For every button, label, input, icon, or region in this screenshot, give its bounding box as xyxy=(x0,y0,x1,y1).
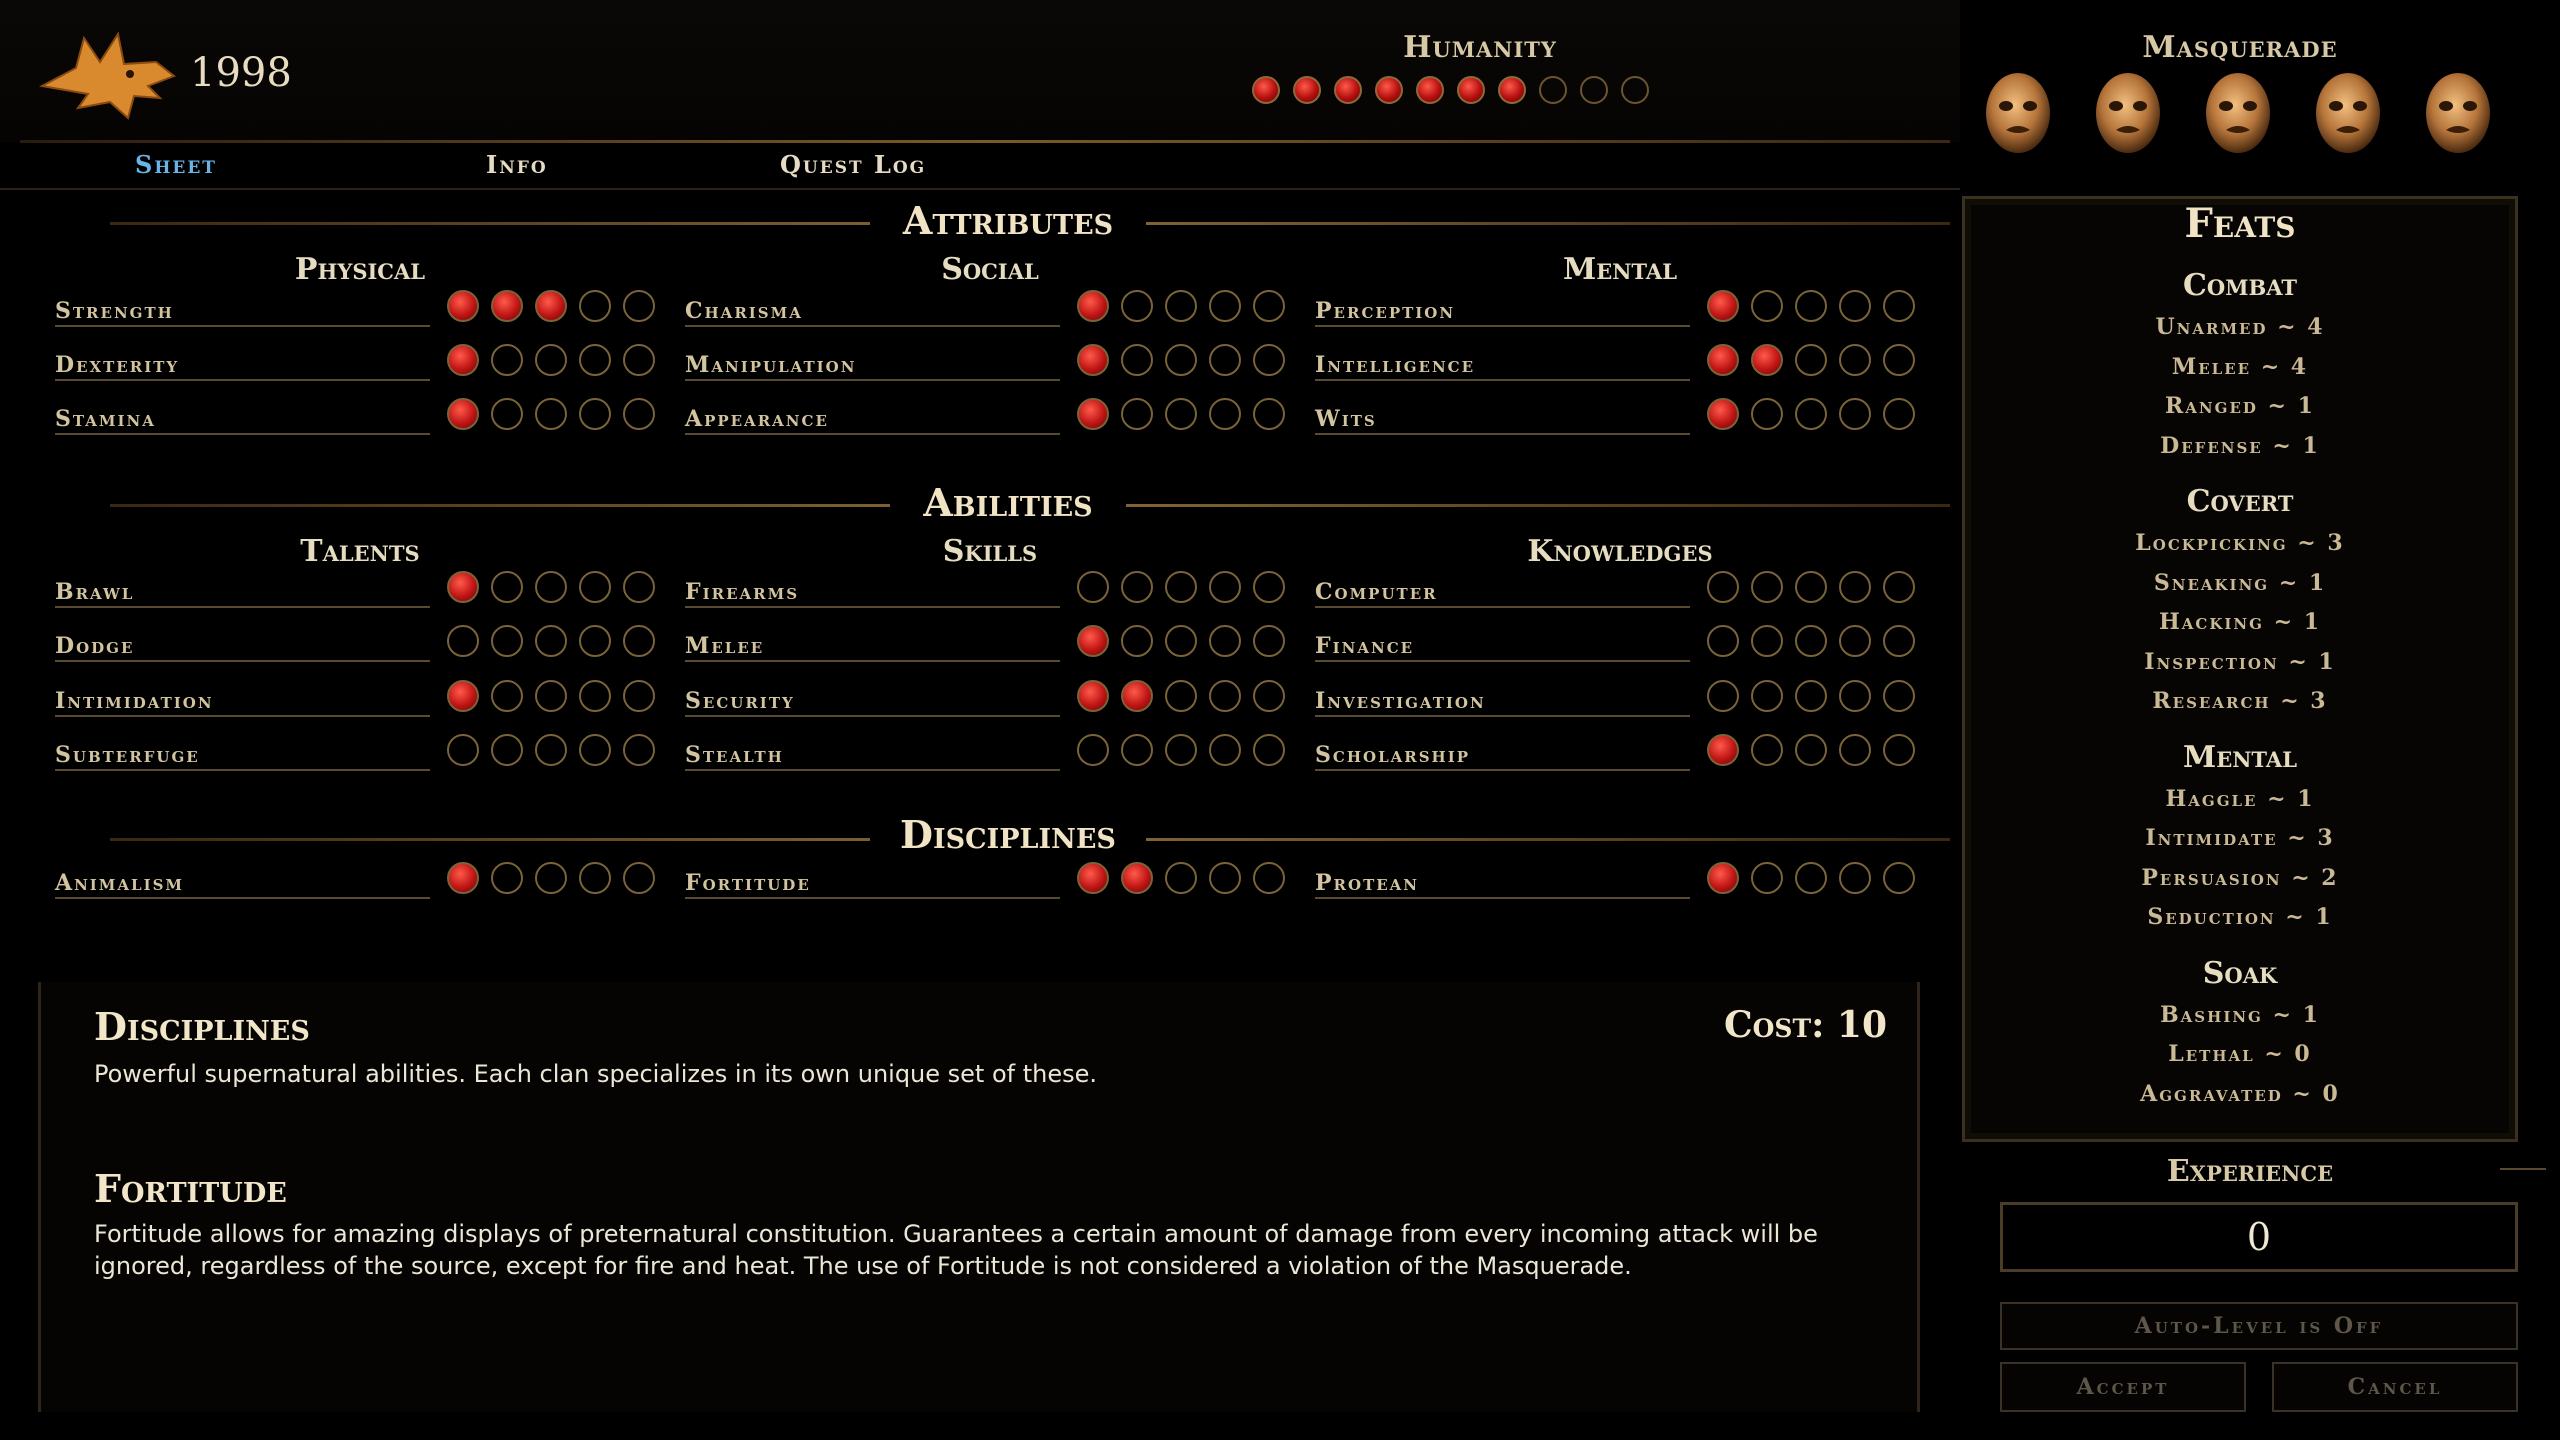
stat-dot[interactable] xyxy=(1883,862,1915,894)
stat-label-protean: Protean xyxy=(1315,870,1420,896)
stat-row-dexterity xyxy=(55,344,655,384)
abilities-title: Abilities xyxy=(890,480,1126,525)
stat-dot[interactable] xyxy=(1077,398,1109,430)
stat-label-melee: Melee xyxy=(685,633,765,659)
humanity-dot xyxy=(1252,76,1280,104)
stat-dot[interactable] xyxy=(1883,344,1915,376)
stat-row-firearms xyxy=(685,571,1285,611)
stat-dot[interactable] xyxy=(1121,625,1153,657)
stat-dot[interactable] xyxy=(1209,344,1241,376)
stat-row-perception xyxy=(1315,290,1915,330)
stat-dot[interactable] xyxy=(1165,862,1197,894)
description-category-text: Powerful supernatural abilities. Each clan specializes in its own unique set of these. xyxy=(94,1060,1098,1088)
stat-dot[interactable] xyxy=(1883,571,1915,603)
stat-dot[interactable] xyxy=(1795,571,1827,603)
stat-underline xyxy=(1315,715,1690,717)
stat-dot[interactable] xyxy=(1751,290,1783,322)
feat-item: Hacking ~ 1 xyxy=(2159,609,2321,635)
feat-item: Lethal ~ 0 xyxy=(2168,1041,2312,1067)
mask-icon xyxy=(2308,70,2388,156)
stat-row-animalism xyxy=(55,862,655,902)
feat-item: Intimidate ~ 3 xyxy=(2145,825,2335,851)
stat-dot[interactable] xyxy=(491,680,523,712)
stat-underline xyxy=(685,897,1060,899)
stat-dot[interactable] xyxy=(1209,398,1241,430)
stat-dot[interactable] xyxy=(1209,290,1241,322)
stat-dots-strength xyxy=(447,290,655,322)
tabs-divider xyxy=(0,188,1960,190)
stat-label-firearms: Firearms xyxy=(685,579,800,605)
stat-dot[interactable] xyxy=(1751,734,1783,766)
stat-dots-dodge xyxy=(447,625,655,657)
experience-label: Experience xyxy=(2000,1154,2500,1189)
stat-dot[interactable] xyxy=(623,344,655,376)
stat-dot[interactable] xyxy=(1883,625,1915,657)
stat-dot[interactable] xyxy=(623,398,655,430)
stat-dot[interactable] xyxy=(1839,734,1871,766)
stat-label-brawl: Brawl xyxy=(55,579,135,605)
stat-row-investigation xyxy=(1315,680,1915,720)
feat-group-covert: Covert xyxy=(2186,484,2294,519)
stat-dot[interactable] xyxy=(579,862,611,894)
stat-dot[interactable] xyxy=(1077,571,1109,603)
stat-underline xyxy=(685,433,1060,435)
stat-dot[interactable] xyxy=(623,680,655,712)
stat-dot[interactable] xyxy=(1707,344,1739,376)
humanity-dot xyxy=(1457,76,1485,104)
stat-underline xyxy=(1315,897,1690,899)
description-item-text-line1: Fortitude allows for amazing displays of preternatural constitution. Guarantees a certain amount of damage from every incoming attack will be xyxy=(94,1220,1818,1248)
stat-row-strength xyxy=(55,290,655,330)
stat-dots-protean xyxy=(1707,862,1915,894)
stat-row-intimidation xyxy=(55,680,655,720)
stat-dot[interactable] xyxy=(1121,344,1153,376)
stat-row-melee xyxy=(685,625,1285,665)
stat-row-stealth xyxy=(685,734,1285,774)
stat-underline xyxy=(1315,433,1690,435)
auto-level-button[interactable]: Auto-Level is Off xyxy=(2000,1302,2518,1350)
stat-dot[interactable] xyxy=(579,734,611,766)
stat-dot[interactable] xyxy=(579,625,611,657)
wolf-head-icon xyxy=(38,28,178,124)
stat-dot[interactable] xyxy=(1751,344,1783,376)
stat-dot[interactable] xyxy=(1795,680,1827,712)
stat-dot[interactable] xyxy=(623,625,655,657)
feat-group-mental: Mental xyxy=(2183,739,2297,775)
humanity-label: Humanity xyxy=(1403,30,1557,65)
stat-dots-charisma xyxy=(1077,290,1285,322)
stat-dot[interactable] xyxy=(1883,398,1915,430)
stat-label-perception: Perception xyxy=(1315,298,1456,324)
stat-dot[interactable] xyxy=(579,680,611,712)
stat-row-fortitude xyxy=(685,862,1285,902)
stat-dot[interactable] xyxy=(1253,734,1285,766)
stat-dots-perception xyxy=(1707,290,1915,322)
stat-dot[interactable] xyxy=(535,680,567,712)
stat-dot[interactable] xyxy=(623,571,655,603)
stat-row-intelligence xyxy=(1315,344,1915,384)
stat-dots-firearms xyxy=(1077,571,1285,603)
stat-dot[interactable] xyxy=(447,680,479,712)
physical-title: Physical xyxy=(294,252,426,287)
tab-info[interactable]: Info xyxy=(486,150,548,179)
description-category-title: Disciplines xyxy=(94,1004,310,1049)
humanity-dot xyxy=(1293,76,1321,104)
stat-dot[interactable] xyxy=(1795,625,1827,657)
stat-dot[interactable] xyxy=(1795,398,1827,430)
stat-dot[interactable] xyxy=(1751,625,1783,657)
feat-item: Aggravated ~ 0 xyxy=(2140,1080,2340,1107)
stat-dot[interactable] xyxy=(1209,680,1241,712)
stat-label-wits: Wits xyxy=(1315,406,1377,432)
feat-group-soak: Soak xyxy=(2202,955,2278,991)
stat-row-dodge xyxy=(55,625,655,665)
stat-label-strength: Strength xyxy=(55,298,174,324)
talents-title: Talents xyxy=(300,534,420,569)
stat-dot[interactable] xyxy=(1883,734,1915,766)
humanity-dot xyxy=(1539,76,1567,104)
stat-dot[interactable] xyxy=(1883,290,1915,322)
stat-dots-computer xyxy=(1707,571,1915,603)
stat-dot[interactable] xyxy=(535,398,567,430)
humanity-meter xyxy=(1252,76,1649,104)
stat-underline xyxy=(55,433,430,435)
feat-group-combat: Combat xyxy=(2183,268,2297,303)
stat-label-dodge: Dodge xyxy=(55,633,135,659)
stat-underline xyxy=(55,606,430,608)
humanity-dot xyxy=(1498,76,1526,104)
stat-dot[interactable] xyxy=(579,398,611,430)
accept-button[interactable]: Accept xyxy=(2000,1362,2246,1412)
stat-dot[interactable] xyxy=(535,734,567,766)
stat-dot[interactable] xyxy=(1077,734,1109,766)
humanity-dot xyxy=(1375,76,1403,104)
stat-dots-investigation xyxy=(1707,680,1915,712)
stat-underline xyxy=(1315,325,1690,327)
header-bar xyxy=(0,0,1960,142)
stat-dot[interactable] xyxy=(1839,571,1871,603)
stat-dot[interactable] xyxy=(623,862,655,894)
feat-item: Lockpicking ~ 3 xyxy=(2135,530,2345,556)
stat-dot[interactable] xyxy=(579,290,611,322)
stat-dot[interactable] xyxy=(447,734,479,766)
stat-dot[interactable] xyxy=(491,344,523,376)
stat-dot[interactable] xyxy=(447,290,479,322)
stat-dots-intimidation xyxy=(447,680,655,712)
feat-item: Bashing ~ 1 xyxy=(2160,1001,2320,1028)
stat-dot[interactable] xyxy=(491,734,523,766)
stat-underline xyxy=(685,660,1060,662)
stat-row-manipulation xyxy=(685,344,1285,384)
stat-dot[interactable] xyxy=(1707,290,1739,322)
stat-dot[interactable] xyxy=(579,344,611,376)
humanity-dot xyxy=(1580,76,1608,104)
stat-dot[interactable] xyxy=(1121,862,1153,894)
stat-dot[interactable] xyxy=(1253,680,1285,712)
stat-dot[interactable] xyxy=(1253,290,1285,322)
stat-dot[interactable] xyxy=(1209,625,1241,657)
stat-dots-wits xyxy=(1707,398,1915,430)
stat-dot[interactable] xyxy=(579,571,611,603)
stat-label-scholarship: Scholarship xyxy=(1315,742,1471,768)
stat-dot[interactable] xyxy=(447,625,479,657)
stat-underline xyxy=(55,379,430,381)
mental-title: Mental xyxy=(1563,252,1677,287)
stat-dots-fortitude xyxy=(1077,862,1285,894)
feat-item: Ranged ~ 1 xyxy=(2165,393,2315,419)
stat-dot[interactable] xyxy=(491,398,523,430)
stat-dot[interactable] xyxy=(1839,862,1871,894)
feat-item: Inspection ~ 1 xyxy=(2144,648,2336,675)
stat-dot[interactable] xyxy=(1839,290,1871,322)
stat-underline xyxy=(55,897,430,899)
stat-dot[interactable] xyxy=(1707,862,1739,894)
stat-dot[interactable] xyxy=(1751,398,1783,430)
stat-row-stamina xyxy=(55,398,655,438)
stat-dots-manipulation xyxy=(1077,344,1285,376)
stat-underline xyxy=(1315,769,1690,771)
character-name: 1998 xyxy=(190,50,292,96)
masquerade-label: Masquerade xyxy=(2142,30,2338,65)
stat-dot[interactable] xyxy=(1751,680,1783,712)
disciplines-title: Disciplines xyxy=(870,812,1146,857)
stat-label-dexterity: Dexterity xyxy=(55,352,180,378)
stat-dots-appearance xyxy=(1077,398,1285,430)
stat-row-scholarship xyxy=(1315,734,1915,774)
stat-underline xyxy=(1315,379,1690,381)
stat-dot[interactable] xyxy=(1751,862,1783,894)
stat-dot[interactable] xyxy=(1209,571,1241,603)
stat-underline xyxy=(55,660,430,662)
stat-dot[interactable] xyxy=(1209,734,1241,766)
stat-dot[interactable] xyxy=(1165,571,1197,603)
feat-item: Melee ~ 4 xyxy=(2171,353,2309,380)
humanity-dot xyxy=(1621,76,1649,104)
stat-dot[interactable] xyxy=(1077,625,1109,657)
experience-value: 0 xyxy=(2000,1202,2518,1272)
stat-dot[interactable] xyxy=(1795,862,1827,894)
stat-dot[interactable] xyxy=(535,862,567,894)
stat-dot[interactable] xyxy=(1165,398,1197,430)
description-item-title: Fortitude xyxy=(94,1166,287,1211)
stat-dot[interactable] xyxy=(535,571,567,603)
stat-dot[interactable] xyxy=(1077,344,1109,376)
description-cost: Cost: 10 xyxy=(1724,1004,1888,1046)
stat-label-fortitude: Fortitude xyxy=(685,870,811,896)
stat-underline xyxy=(1315,606,1690,608)
stat-dot[interactable] xyxy=(1077,290,1109,322)
stat-row-charisma xyxy=(685,290,1285,330)
stat-label-investigation: Investigation xyxy=(1315,688,1486,714)
stat-dot[interactable] xyxy=(1839,680,1871,712)
stat-dot[interactable] xyxy=(1165,290,1197,322)
stat-label-stealth: Stealth xyxy=(685,742,784,768)
stat-dot[interactable] xyxy=(491,290,523,322)
stat-row-wits xyxy=(1315,398,1915,438)
stat-dot[interactable] xyxy=(1253,398,1285,430)
stat-dot[interactable] xyxy=(1165,625,1197,657)
stat-row-security xyxy=(685,680,1285,720)
stat-label-charisma: Charisma xyxy=(685,298,803,324)
stat-dot[interactable] xyxy=(1795,344,1827,376)
stat-dots-dexterity xyxy=(447,344,655,376)
masquerade-meter xyxy=(1978,70,2498,156)
stat-row-computer xyxy=(1315,571,1915,611)
stat-dot[interactable] xyxy=(1121,290,1153,322)
stat-row-protean xyxy=(1315,862,1915,902)
stat-label-subterfuge: Subterfuge xyxy=(55,742,200,768)
stat-dots-security xyxy=(1077,680,1285,712)
stat-label-finance: Finance xyxy=(1315,633,1415,659)
stat-dot[interactable] xyxy=(1077,862,1109,894)
stat-dot[interactable] xyxy=(1253,571,1285,603)
stat-dot[interactable] xyxy=(491,862,523,894)
stat-dot[interactable] xyxy=(1839,344,1871,376)
feat-item: Persuasion ~ 2 xyxy=(2141,864,2339,891)
stat-dot[interactable] xyxy=(491,625,523,657)
mask-icon xyxy=(2418,70,2498,156)
stat-dot[interactable] xyxy=(1165,734,1197,766)
stat-dots-stealth xyxy=(1077,734,1285,766)
stat-dot[interactable] xyxy=(1121,398,1153,430)
social-title: Social xyxy=(941,252,1039,287)
stat-dot[interactable] xyxy=(1707,625,1739,657)
stat-label-intelligence: Intelligence xyxy=(1315,352,1476,378)
stat-underline xyxy=(1315,660,1690,662)
stat-dots-brawl xyxy=(447,571,655,603)
stat-underline xyxy=(685,769,1060,771)
stat-row-appearance xyxy=(685,398,1285,438)
stat-label-animalism: Animalism xyxy=(55,870,185,896)
stat-label-intimidation: Intimidation xyxy=(55,688,214,714)
stat-dot[interactable] xyxy=(1795,290,1827,322)
stat-dot[interactable] xyxy=(1707,571,1739,603)
mask-icon xyxy=(1978,70,2058,156)
stat-dot[interactable] xyxy=(1165,344,1197,376)
stat-dot[interactable] xyxy=(1707,734,1739,766)
description-item-text-line2: ignored, regardless of the source, except for fire and heat. The use of Fortitude is not considered a violation of the Masquerade. xyxy=(94,1252,1632,1280)
feat-item: Unarmed ~ 4 xyxy=(2155,314,2325,340)
stat-dot[interactable] xyxy=(535,344,567,376)
stat-dots-intelligence xyxy=(1707,344,1915,376)
tab-sheet[interactable]: Sheet xyxy=(135,150,217,179)
tab-quest-log[interactable]: Quest Log xyxy=(780,150,927,179)
stat-dots-melee xyxy=(1077,625,1285,657)
feat-item: Sneaking ~ 1 xyxy=(2153,569,2327,596)
attributes-title: Attributes xyxy=(870,198,1146,243)
stat-dot[interactable] xyxy=(535,290,567,322)
stat-dot[interactable] xyxy=(1253,862,1285,894)
stat-dots-animalism xyxy=(447,862,655,894)
stat-dot[interactable] xyxy=(447,398,479,430)
feat-item: Research ~ 3 xyxy=(2152,688,2328,714)
stat-dot[interactable] xyxy=(1121,734,1153,766)
stat-dot[interactable] xyxy=(1707,398,1739,430)
stat-label-stamina: Stamina xyxy=(55,406,156,432)
stat-underline xyxy=(685,715,1060,717)
mask-icon xyxy=(2198,70,2278,156)
stat-dot[interactable] xyxy=(447,571,479,603)
stat-dot[interactable] xyxy=(1077,680,1109,712)
stat-dot[interactable] xyxy=(535,625,567,657)
stat-label-appearance: Appearance xyxy=(685,406,829,432)
stat-row-subterfuge xyxy=(55,734,655,774)
stat-dot[interactable] xyxy=(623,290,655,322)
feat-item: Haggle ~ 1 xyxy=(2165,785,2315,812)
stat-dot[interactable] xyxy=(1253,625,1285,657)
stat-dot[interactable] xyxy=(447,862,479,894)
knowledges-title: Knowledges xyxy=(1527,534,1713,569)
stat-row-finance xyxy=(1315,625,1915,665)
stat-dots-stamina xyxy=(447,398,655,430)
stat-dots-scholarship xyxy=(1707,734,1915,766)
stat-row-brawl xyxy=(55,571,655,611)
stat-underline xyxy=(55,715,430,717)
header-divider xyxy=(20,140,1950,143)
feats-title: Feats xyxy=(2184,200,2296,247)
cancel-button[interactable]: Cancel xyxy=(2272,1362,2518,1412)
stat-dot[interactable] xyxy=(623,734,655,766)
stat-label-computer: Computer xyxy=(1315,579,1438,605)
feat-item: Defense ~ 1 xyxy=(2160,432,2320,459)
stat-dot[interactable] xyxy=(1795,734,1827,766)
stat-dot[interactable] xyxy=(1121,571,1153,603)
stat-dot[interactable] xyxy=(1883,680,1915,712)
description-panel xyxy=(38,982,1920,1412)
stat-dot[interactable] xyxy=(1253,344,1285,376)
stat-dot[interactable] xyxy=(1209,862,1241,894)
stat-dots-finance xyxy=(1707,625,1915,657)
skills-title: Skills xyxy=(942,534,1038,569)
stat-underline xyxy=(685,325,1060,327)
stat-dot[interactable] xyxy=(1707,680,1739,712)
stat-underline xyxy=(55,325,430,327)
stat-underline xyxy=(685,379,1060,381)
humanity-dot xyxy=(1416,76,1444,104)
stat-dot[interactable] xyxy=(491,571,523,603)
stat-dot[interactable] xyxy=(1839,398,1871,430)
stat-dot[interactable] xyxy=(1839,625,1871,657)
stat-dot[interactable] xyxy=(1121,680,1153,712)
stat-dot[interactable] xyxy=(1751,571,1783,603)
stat-underline xyxy=(55,769,430,771)
stat-dot[interactable] xyxy=(1165,680,1197,712)
feat-item: Seduction ~ 1 xyxy=(2147,904,2333,930)
stat-label-security: Security xyxy=(685,688,795,714)
stat-label-manipulation: Manipulation xyxy=(685,352,857,378)
mask-icon xyxy=(2088,70,2168,156)
humanity-dot xyxy=(1334,76,1362,104)
stat-dot[interactable] xyxy=(447,344,479,376)
stat-underline xyxy=(685,606,1060,608)
stat-dots-subterfuge xyxy=(447,734,655,766)
